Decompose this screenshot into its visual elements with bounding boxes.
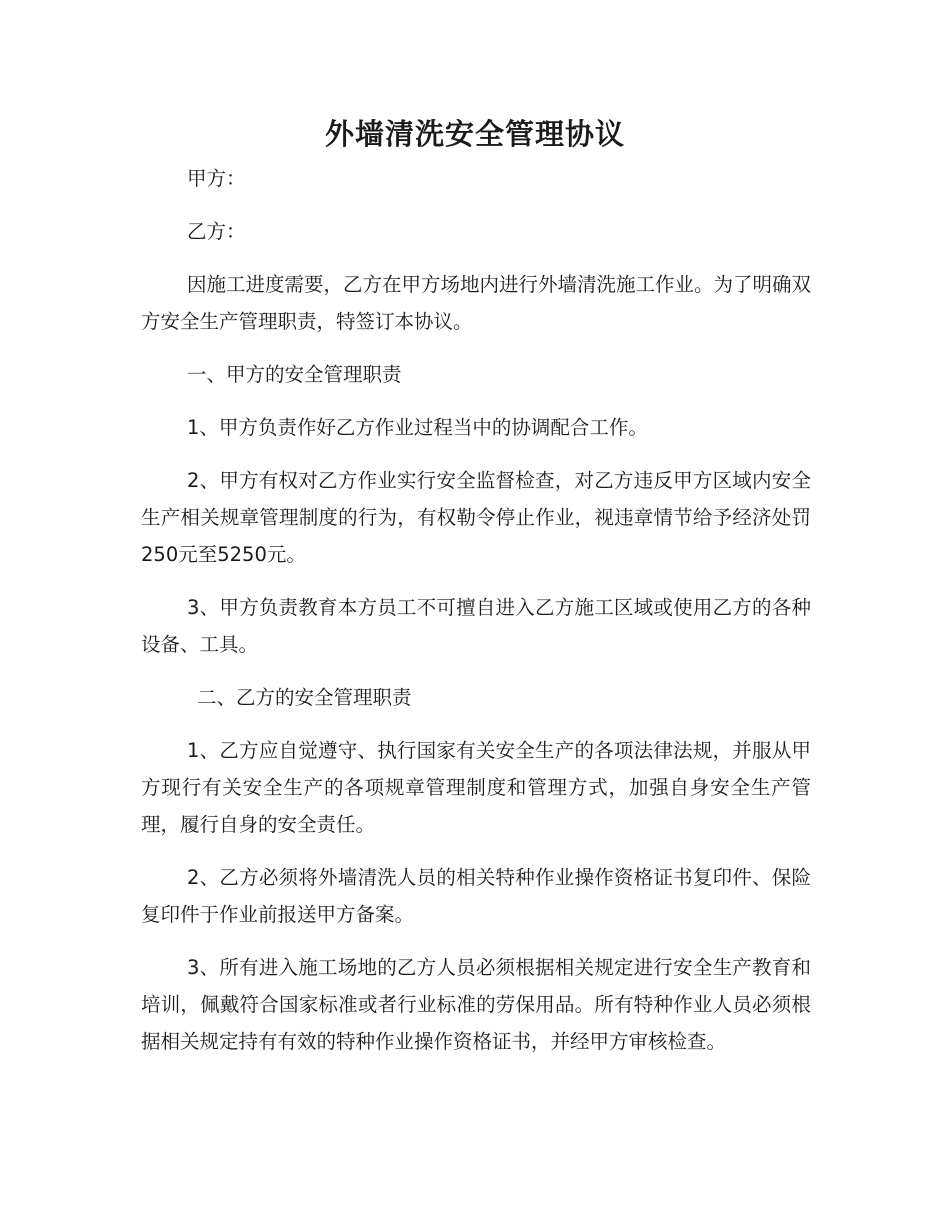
party-b-line: 乙方： <box>187 220 246 243</box>
clause-b-1: 1、乙方应自觉遵守、执行国家有关安全生产的各项法律法规，并服从甲方现行有关安全生产的各项规章管理制度和管理方式，加强自身安全生产管理，履行自身的安全责任。 <box>141 739 811 836</box>
section-heading-party-a: 一、甲方的安全管理职责 <box>187 363 402 386</box>
clause-b-3: 3、所有进入施工场地的乙方人员必须根据相关规定进行安全生产教育和培训，佩戴符合国家标准或者行业标准的劳保用品。所有特种作业人员必须根据相关规定持有有效的特种作业操作资格证书，并经甲方审核检查。 <box>141 956 811 1053</box>
preamble-paragraph: 因施工进度需要，乙方在甲方场地内进行外墙清洗施工作业。为了明确双方安全生产管理职责，特签订本协议。 <box>141 273 812 333</box>
document-title: 外墙清洗安全管理协议 <box>324 117 625 151</box>
document-body <box>141 160 811 1076</box>
section-heading-party-b: 二、乙方的安全管理职责 <box>197 686 412 709</box>
clause-a-2: 2、甲方有权对乙方作业实行安全监督检查，对乙方违反甲方区域内安全生产相关规章管理制度的行为，有权勒令停止作业，视违章情节给予经济处罚250元至5250元。 <box>141 469 811 566</box>
clause-a-1: 1、甲方负责作好乙方作业过程当中的协调配合工作。 <box>187 416 648 439</box>
clause-a-3: 3、甲方负责教育本方员工不可擅自进入乙方施工区域或使用乙方的各种设备、工具。 <box>141 596 811 656</box>
clause-b-2: 2、乙方必须将外墙清洗人员的相关特种作业操作资格证书复印件、保险复印件于作业前报送甲方备案。 <box>141 866 811 926</box>
party-a-line: 甲方： <box>187 167 246 190</box>
